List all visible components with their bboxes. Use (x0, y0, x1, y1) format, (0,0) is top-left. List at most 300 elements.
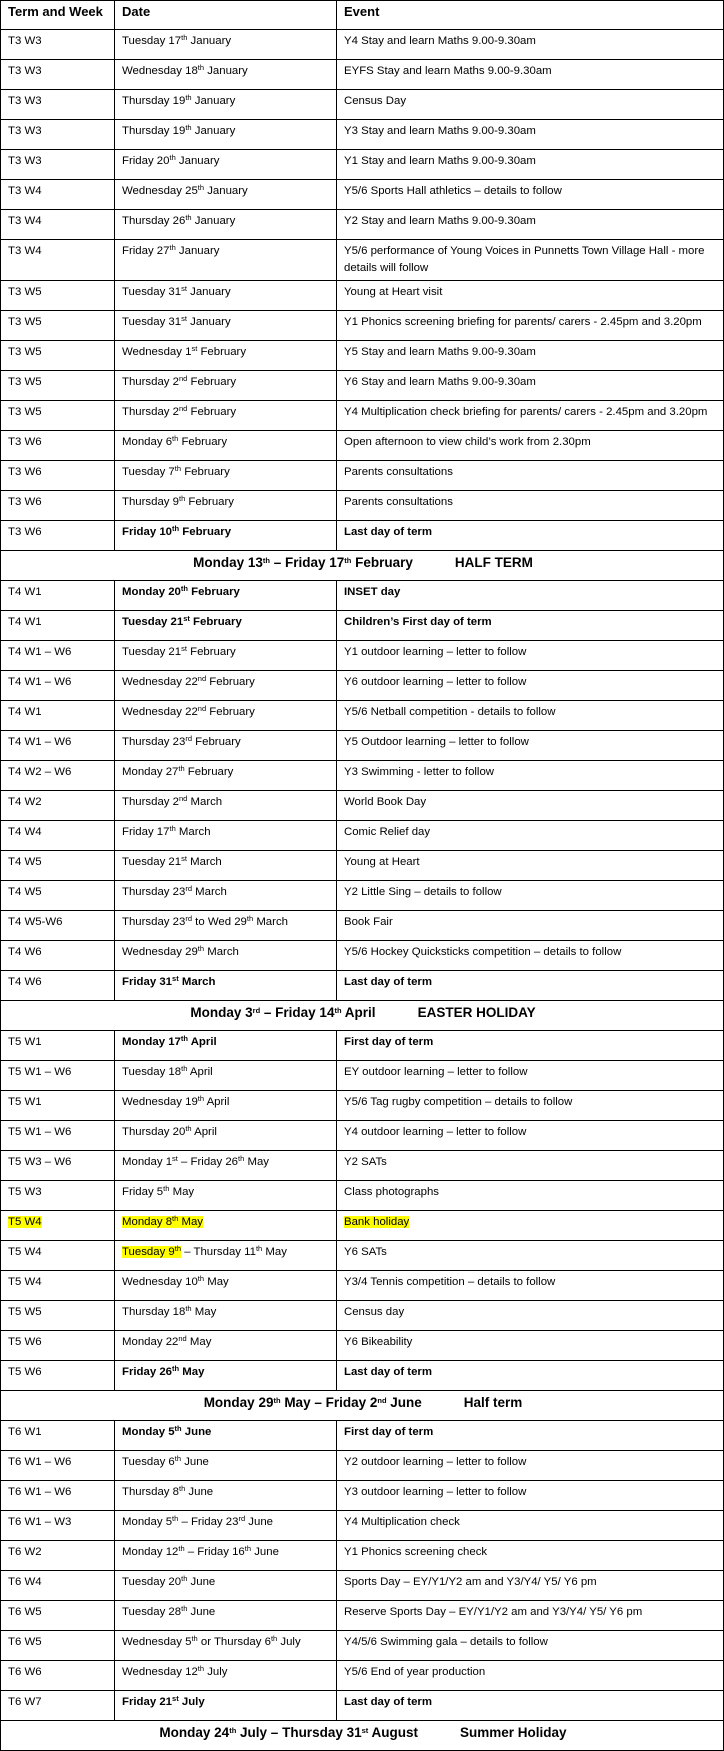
date-rest: Thursday 2nd March (122, 794, 223, 808)
event-cell (337, 851, 724, 881)
date-cell (115, 521, 337, 551)
ordinal-suffix: th (181, 1574, 188, 1583)
term-week-text: T3 W3 (8, 35, 42, 47)
event-cell (337, 1241, 724, 1271)
term-week-text: T4 W5 (8, 856, 42, 868)
date-text (122, 946, 239, 958)
term-week-text: T6 W5 (8, 1636, 42, 1648)
ordinal-suffix: th (181, 1064, 188, 1073)
ordinal-suffix: th (185, 1304, 192, 1313)
term-week-text: T6 W7 (8, 1696, 42, 1708)
term-week-cell (1, 1211, 115, 1241)
event-cell (337, 581, 724, 611)
term-week-cell (1, 641, 115, 671)
ordinal-suffix: th (172, 524, 180, 533)
table-row (1, 120, 724, 150)
date-cell (115, 1121, 337, 1151)
ordinal-suffix: nd (178, 404, 188, 413)
date-text (122, 125, 235, 137)
ordinal-suffix: nd (178, 1334, 187, 1343)
event-text: Y4 Multiplication check briefing for parents/ carers - 2.45pm and 3.20pm (344, 406, 708, 418)
term-week-text: T5 W4 (8, 1216, 42, 1228)
ordinal-suffix: th (185, 213, 192, 222)
event-cell (337, 60, 724, 90)
ordinal-suffix: rd (185, 884, 192, 893)
holiday-dates: Monday 24th July – Thursday 31st August (159, 1725, 419, 1740)
term-week-text: T3 W5 (8, 406, 42, 418)
date-rest: Tuesday 20th June (122, 1574, 216, 1588)
date-cell (115, 911, 337, 941)
ordinal-suffix: rd (185, 914, 192, 923)
date-text (122, 766, 233, 778)
date-cell (115, 1361, 337, 1391)
table-row (1, 1301, 724, 1331)
term-week-text: T4 W4 (8, 826, 42, 838)
table-row (1, 581, 724, 611)
event-text: Y2 SATs (344, 1156, 387, 1168)
ordinal-suffix: th (244, 1544, 252, 1553)
date-rest: Thursday 18th May (122, 1304, 217, 1318)
event-text: Y4 outdoor learning – letter to follow (344, 1126, 527, 1138)
date-rest: Tuesday 21st March (122, 854, 222, 868)
date-text (122, 676, 255, 688)
event-text: Y6 SATs (344, 1246, 387, 1258)
date-rest: Tuesday 28th June (122, 1604, 216, 1618)
table-row (1, 461, 724, 491)
event-text: Y5/6 performance of Young Voices in Punnetts Town Village Hall - more details will follow (344, 245, 705, 274)
ordinal-suffix: th (174, 1424, 182, 1433)
date-rest: Friday 21st July (122, 1694, 205, 1708)
date-cell (115, 791, 337, 821)
table-row (1, 1361, 724, 1391)
ordinal-suffix: th (178, 1484, 186, 1493)
ordinal-suffix: th (270, 1634, 278, 1643)
event-text: Bank holiday (344, 1216, 410, 1228)
date-cell (115, 1031, 337, 1061)
event-cell (337, 1271, 724, 1301)
holiday-cell (1, 551, 724, 581)
date-rest: Tuesday 21st February (122, 644, 236, 658)
date-text (122, 1096, 229, 1108)
event-cell (337, 401, 724, 431)
event-text: Census Day (344, 95, 407, 107)
date-text (122, 706, 255, 718)
date-rest: Tuesday 17th January (122, 33, 232, 47)
date-text (122, 155, 219, 167)
holiday-row (1, 1001, 724, 1031)
event-cell (337, 120, 724, 150)
term-week-cell (1, 180, 115, 210)
table-row (1, 881, 724, 911)
event-cell (337, 971, 724, 1001)
term-week-cell (1, 281, 115, 311)
term-week-text: T4 W1 (8, 616, 42, 628)
term-week-text: T3 W5 (8, 376, 42, 388)
term-week-text: T3 W6 (8, 496, 42, 508)
event-cell (337, 491, 724, 521)
table-row (1, 521, 724, 551)
table-row (1, 210, 724, 240)
date-text (122, 886, 227, 898)
header-event: Event (337, 1, 724, 30)
table-row (1, 761, 724, 791)
date-cell (115, 1241, 337, 1271)
event-text: First day of term (344, 1036, 434, 1048)
date-text (122, 616, 242, 628)
holiday-dates: Monday 29th May – Friday 2nd June (203, 1395, 422, 1410)
term-week-cell (1, 581, 115, 611)
term-week-cell (1, 60, 115, 90)
event-text: Y2 Little Sing – details to follow (344, 886, 502, 898)
date-cell (115, 311, 337, 341)
table-row (1, 1451, 724, 1481)
term-week-text: T6 W6 (8, 1666, 42, 1678)
term-week-text: T3 W3 (8, 65, 42, 77)
term-week-text: T5 W6 (8, 1336, 42, 1348)
event-cell (337, 180, 724, 210)
ordinal-suffix: rd (252, 1006, 261, 1015)
event-text: Y5/6 Sports Hall athletics – details to follow (344, 185, 562, 197)
term-week-text: T4 W2 – W6 (8, 766, 72, 778)
term-week-cell (1, 341, 115, 371)
term-week-cell (1, 1481, 115, 1511)
event-cell (337, 821, 724, 851)
term-week-text: T3 W3 (8, 155, 42, 167)
date-rest: Friday 10th February (122, 524, 232, 538)
term-week-text: T4 W5-W6 (8, 916, 63, 928)
event-cell (337, 1181, 724, 1211)
date-text (122, 215, 235, 227)
date-cell (115, 90, 337, 120)
date-cell (115, 941, 337, 971)
date-text (122, 1516, 273, 1528)
ordinal-suffix: th (255, 1244, 263, 1253)
ordinal-suffix: th (180, 1034, 188, 1043)
term-week-cell (1, 311, 115, 341)
date-text (122, 1696, 205, 1708)
header-row (1, 1, 724, 30)
ordinal-suffix: st (172, 1694, 179, 1703)
date-rest: Friday 31st March (122, 974, 216, 988)
term-week-cell (1, 1571, 115, 1601)
table-row (1, 1181, 724, 1211)
event-text: Y1 Phonics screening briefing for parents/ carers - 2.45pm and 3.20pm (344, 316, 702, 328)
event-cell (337, 521, 724, 551)
date-cell (115, 30, 337, 60)
date-text (122, 286, 231, 298)
event-cell (337, 701, 724, 731)
ordinal-suffix: nd (178, 794, 188, 803)
term-week-text: T5 W3 (8, 1186, 42, 1198)
term-week-text: T3 W6 (8, 436, 42, 448)
date-cell (115, 240, 337, 281)
event-cell (337, 1541, 724, 1571)
date-text (122, 496, 234, 508)
table-row (1, 611, 724, 641)
term-week-cell (1, 1361, 115, 1391)
table-row (1, 1571, 724, 1601)
date-rest: Wednesday 29th March (122, 944, 239, 958)
term-week-cell (1, 210, 115, 240)
term-week-cell (1, 521, 115, 551)
date-rest: Wednesday 22nd February (122, 674, 255, 688)
term-week-cell (1, 701, 115, 731)
date-text (122, 1126, 217, 1138)
ordinal-suffix: th (185, 1124, 192, 1133)
event-cell (337, 881, 724, 911)
date-text (122, 916, 288, 928)
event-text: Y2 Stay and learn Maths 9.00-9.30am (344, 215, 536, 227)
date-cell (115, 1691, 337, 1721)
event-text: Parents consultations (344, 466, 453, 478)
term-week-cell (1, 671, 115, 701)
event-text: Reserve Sports Day – EY/Y1/Y2 am and Y3/Y4/ Y5/ Y6 pm (344, 1606, 643, 1618)
table-row (1, 491, 724, 521)
term-week-cell (1, 431, 115, 461)
term-week-cell (1, 791, 115, 821)
term-week-text: T5 W5 (8, 1306, 42, 1318)
event-cell (337, 150, 724, 180)
date-rest: Thursday 23rd February (122, 734, 241, 748)
ordinal-suffix: th (197, 944, 205, 953)
ordinal-suffix: th (334, 1006, 342, 1015)
term-week-text: T3 W4 (8, 245, 42, 257)
event-cell (337, 90, 724, 120)
event-text: Y6 Bikeability (344, 1336, 413, 1348)
date-rest: Monday 5th June (122, 1424, 212, 1438)
term-week-text: T4 W5 (8, 886, 42, 898)
date-text (122, 316, 231, 328)
table-row (1, 701, 724, 731)
table-row (1, 1211, 724, 1241)
date-cell (115, 1481, 337, 1511)
event-text: Parents consultations (344, 496, 453, 508)
event-text: Last day of term (344, 976, 432, 988)
table-row (1, 731, 724, 761)
table-row (1, 1511, 724, 1541)
date-text (122, 1276, 229, 1288)
date-cell (115, 371, 337, 401)
ordinal-suffix: th (169, 243, 176, 252)
table-row (1, 281, 724, 311)
date-cell (115, 581, 337, 611)
term-week-text: T4 W1 – W6 (8, 736, 72, 748)
date-cell (115, 491, 337, 521)
term-week-text: T3 W6 (8, 466, 42, 478)
term-week-text: T6 W5 (8, 1606, 42, 1618)
date-cell (115, 1211, 337, 1241)
ordinal-suffix: st (191, 344, 198, 353)
ordinal-suffix: th (238, 1154, 245, 1163)
term-week-text: T6 W1 (8, 1426, 42, 1438)
date-rest: Thursday 2nd February (122, 404, 237, 418)
event-text: Last day of term (344, 1366, 432, 1378)
event-text: World Book Day (344, 796, 427, 808)
term-week-cell (1, 1541, 115, 1571)
term-week-text: T6 W1 – W6 (8, 1456, 72, 1468)
holiday-cell (1, 1001, 724, 1031)
term-week-cell (1, 1301, 115, 1331)
event-cell (337, 341, 724, 371)
ordinal-suffix: st (172, 974, 179, 983)
term-week-cell (1, 1331, 115, 1361)
date-text (122, 526, 231, 538)
date-text (122, 1426, 211, 1438)
term-week-cell (1, 1151, 115, 1181)
date-rest: Friday 5th May (122, 1184, 195, 1198)
term-week-cell (1, 150, 115, 180)
event-text: Comic Relief day (344, 826, 431, 838)
date-text (122, 1036, 217, 1048)
event-cell (337, 1121, 724, 1151)
date-rest: Wednesday 19th April (122, 1094, 230, 1108)
term-week-cell (1, 1091, 115, 1121)
ordinal-suffix: th (185, 93, 192, 102)
event-cell (337, 911, 724, 941)
event-cell (337, 30, 724, 60)
date-cell (115, 731, 337, 761)
event-text: Y5/6 End of year production (344, 1666, 486, 1678)
date-rest: Thursday 19th January (122, 93, 236, 107)
ordinal-suffix: th (197, 1094, 205, 1103)
holiday-row (1, 551, 724, 581)
date-cell (115, 1331, 337, 1361)
date-text (122, 95, 235, 107)
event-cell (337, 1511, 724, 1541)
ordinal-suffix: rd (238, 1514, 246, 1523)
table-row (1, 1241, 724, 1271)
date-cell (115, 210, 337, 240)
date-rest: Wednesday 1st February (122, 344, 247, 358)
date-cell (115, 1301, 337, 1331)
event-text: Book Fair (344, 916, 393, 928)
term-week-text: T6 W1 – W3 (8, 1516, 72, 1528)
term-week-text: T5 W1 (8, 1036, 42, 1048)
holiday-label: EASTER HOLIDAY (417, 1005, 536, 1020)
term-week-cell (1, 120, 115, 150)
event-cell (337, 641, 724, 671)
date-text (122, 245, 219, 257)
date-cell (115, 1541, 337, 1571)
table-row (1, 1541, 724, 1571)
ordinal-suffix: nd (197, 674, 207, 683)
event-cell (337, 1601, 724, 1631)
date-rest: Monday 17th April (122, 1034, 217, 1048)
ordinal-suffix: th (169, 153, 176, 162)
event-cell (337, 761, 724, 791)
date-text (122, 1246, 287, 1258)
ordinal-suffix: th (172, 1214, 179, 1223)
ordinal-suffix: rd (185, 734, 192, 743)
term-week-cell (1, 1181, 115, 1211)
event-cell (337, 1361, 724, 1391)
event-cell (337, 941, 724, 971)
ordinal-suffix: th (229, 1726, 237, 1735)
term-week-cell (1, 731, 115, 761)
date-cell (115, 851, 337, 881)
ordinal-suffix: th (178, 764, 185, 773)
event-cell (337, 1571, 724, 1601)
ordinal-suffix: th (197, 1274, 205, 1283)
term-week-cell (1, 971, 115, 1001)
event-text: Y4 Stay and learn Maths 9.00-9.30am (344, 35, 536, 47)
table-row (1, 90, 724, 120)
term-week-text: T3 W6 (8, 526, 42, 538)
table-body (1, 30, 724, 1751)
holiday-dates: Monday 3rd – Friday 14th April (190, 1005, 376, 1020)
term-week-text: T4 W1 (8, 706, 42, 718)
date-rest: Monday 12th – Friday 16th June (122, 1544, 279, 1558)
event-text: Y3 Stay and learn Maths 9.00-9.30am (344, 125, 536, 137)
event-text: Class photographs (344, 1186, 439, 1198)
date-rest: Monday 27th February (122, 764, 234, 778)
term-week-cell (1, 941, 115, 971)
term-week-cell (1, 1601, 115, 1631)
date-cell (115, 1451, 337, 1481)
holiday-cell (1, 1391, 724, 1421)
date-rest: Thursday 23rd March (122, 884, 227, 898)
event-cell (337, 1631, 724, 1661)
date-rest: Tuesday 21st February (122, 614, 242, 628)
table-row (1, 1421, 724, 1451)
table-row (1, 671, 724, 701)
ordinal-suffix: th (344, 556, 352, 565)
event-cell (337, 731, 724, 761)
date-highlight: Tuesday 9th (122, 1244, 182, 1258)
event-cell (337, 371, 724, 401)
ordinal-suffix: th (197, 63, 205, 72)
date-cell (115, 1631, 337, 1661)
date-text (122, 1336, 211, 1348)
term-week-cell (1, 911, 115, 941)
ordinal-suffix: th (246, 914, 254, 923)
term-week-text: T3 W3 (8, 125, 42, 137)
date-text (122, 1576, 215, 1588)
ordinal-suffix: th (185, 123, 192, 132)
date-cell (115, 341, 337, 371)
event-text: Y3/4 Tennis competition – details to follow (344, 1276, 556, 1288)
header-term-week: Term and Week (1, 1, 115, 30)
date-text (122, 1486, 213, 1498)
date-text (122, 1306, 216, 1318)
term-week-cell (1, 461, 115, 491)
term-week-text: T5 W1 – W6 (8, 1066, 72, 1078)
term-week-cell (1, 1631, 115, 1661)
event-text: Y4/5/6 Swimming gala – details to follow (344, 1636, 548, 1648)
date-rest: Tuesday 18th April (122, 1064, 213, 1078)
date-cell (115, 671, 337, 701)
date-cell (115, 60, 337, 90)
term-week-text: T4 W1 – W6 (8, 646, 72, 658)
date-cell (115, 1061, 337, 1091)
event-cell (337, 210, 724, 240)
event-text: Y1 Phonics screening check (344, 1546, 488, 1558)
ordinal-suffix: st (181, 644, 187, 653)
date-text (122, 1456, 209, 1468)
date-rest: Wednesday 25th January (122, 183, 248, 197)
date-cell (115, 401, 337, 431)
event-text: Young at Heart (344, 856, 420, 868)
ordinal-suffix: st (181, 314, 187, 323)
ordinal-suffix: th (172, 1364, 180, 1373)
ordinal-suffix: th (273, 1396, 281, 1405)
event-text: Young at Heart visit (344, 286, 443, 298)
date-cell (115, 701, 337, 731)
table-row (1, 911, 724, 941)
date-rest: Wednesday 10th May (122, 1274, 229, 1288)
term-week-cell (1, 491, 115, 521)
ordinal-suffix: nd (178, 374, 188, 383)
